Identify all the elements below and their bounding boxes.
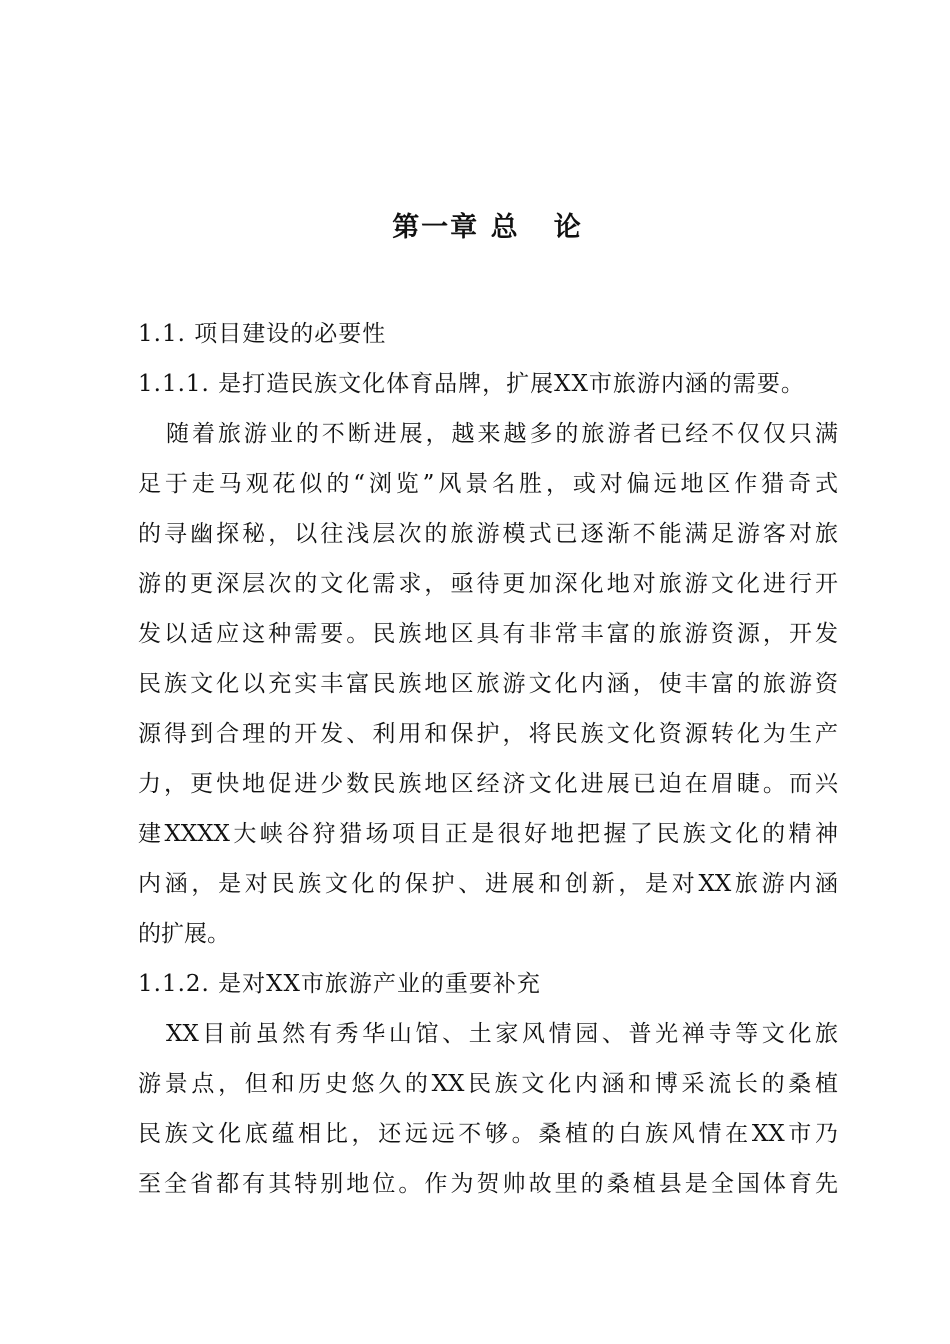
paragraph-line: 至全省都有其特别地位。作为贺帅故里的桑植县是全国体育先 xyxy=(138,1171,838,1197)
section-heading-1-1: 1.1. 项目建设的必要性 xyxy=(138,321,387,347)
chapter-title: 第一章 总 论 xyxy=(392,212,583,243)
paragraph-1 xyxy=(138,409,838,959)
section-heading-1-1-1: 1.1.1. 是打造民族文化体育品牌，扩展XX市旅游内涵的需要。 xyxy=(138,371,805,397)
paragraph-line: 内涵，是对民族文化的保护、进展和创新，是对XX旅游内涵 xyxy=(138,871,838,897)
paragraph-2 xyxy=(138,1009,838,1209)
paragraph-line: 游景点，但和历史悠久的XX民族文化内涵和博采流长的桑植 xyxy=(138,1071,838,1097)
section-heading-1-1-2: 1.1.2. 是对XX市旅游产业的重要补充 xyxy=(138,971,541,997)
paragraph-line: 游的更深层次的文化需求，亟待更加深化地对旅游文化进行开 xyxy=(138,571,838,597)
paragraph-line: XX目前虽然有秀华山馆、土家风情园、普光禅寺等文化旅 xyxy=(166,1021,838,1047)
paragraph-line: 建XXXX大峡谷狩猎场项目正是很好地把握了民族文化的精神 xyxy=(138,821,838,847)
paragraph-line: 足于走马观花似的“浏览”风景名胜，或对偏远地区作猎奇式 xyxy=(138,471,838,497)
paragraph-line: 民族文化底蕴相比，还远远不够。桑植的白族风情在XX市乃 xyxy=(138,1121,838,1147)
document-body xyxy=(138,309,838,1209)
paragraph-line: 发以适应这种需要。民族地区具有非常丰富的旅游资源，开发 xyxy=(138,621,838,647)
paragraph-line: 民族文化以充实丰富民族地区旅游文化内涵，使丰富的旅游资 xyxy=(138,671,838,697)
paragraph-line: 的寻幽探秘，以往浅层次的旅游模式已逐渐不能满足游客对旅 xyxy=(138,521,838,547)
paragraph-line: 源得到合理的开发、利用和保护，将民族文化资源转化为生产 xyxy=(138,721,838,747)
paragraph-line: 力，更快地促进少数民族地区经济文化进展已迫在眉睫。而兴 xyxy=(138,771,838,797)
paragraph-line: 的扩展。 xyxy=(138,921,230,947)
paragraph-line: 随着旅游业的不断进展，越来越多的旅游者已经不仅仅只满 xyxy=(166,421,838,447)
